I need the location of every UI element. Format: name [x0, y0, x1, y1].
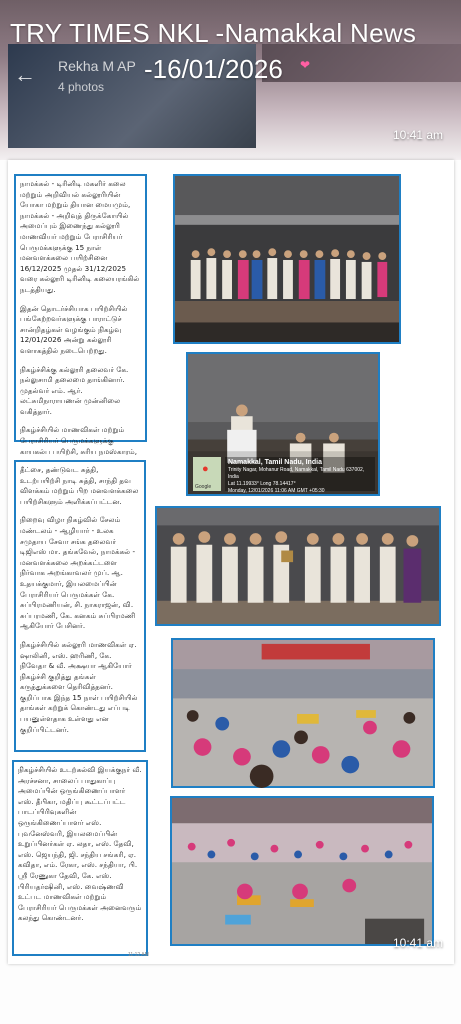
article-paragraph: இதன் தொடர்ச்சியாக பயிற்சியில் பங்கேற்றவர்களுக்கு பாராட்டுச் சான்றிதழ்கள் வழங்கும் நிகழ்வு 12/01/2026 அன்று கல்லூரி வளாகத்தில் நடைபெற்றது. — [20, 303, 128, 355]
geotag-overlay — [225, 457, 375, 494]
contact-name: Rekha M AP — [58, 58, 136, 74]
print-timestamp: 11:12 AM — [128, 952, 149, 958]
date-overlay: -16/01/2026 — [144, 54, 283, 84]
geotag-place: Namakkal, Tamil Nadu, India — [228, 459, 323, 466]
chat-header — [0, 0, 461, 160]
heart-sticker-icon: ❤ — [300, 58, 311, 72]
article-text-box-2 — [14, 460, 146, 752]
photo-students-rows — [170, 796, 434, 946]
map-thumbnail — [193, 457, 221, 491]
article-text-box-3 — [12, 760, 148, 956]
geotag-datetime: Monday, 12/01/2026 11:06 AM GMT +05:30 — [228, 488, 325, 494]
map-pin-icon: ● — [202, 463, 209, 475]
photo-count: 4 photos — [58, 80, 105, 94]
article-text-box-1 — [14, 174, 147, 456]
article-paragraph: நிறைவு விழா நிகழ்வில் சேலம் மண்டலம் - ஆழியார் - உலக சமுதாய சேவா சங்க தலைவர் டிஜிஎஸ் மா. தங்கவேல், நாமக்கல் - மனவளக்கலை அறக்கட்டளை நிர்வாக அறங்காவலர் முப். ஆ. உதயக்குமார், இயலமைப்பின் பேராசிரியர் பெருமக்கள் கே. சுப்பிரமணியன், சி. நாகராஜன், வி. சுப்பரமணி, கே. கனகம் சுப்பிரமணி ஆகியோர் பேசினர். — [20, 515, 136, 631]
news-title: TRY TIMES NKL -Namakkal News — [10, 18, 417, 48]
photo-dignitaries — [155, 506, 441, 626]
article-paragraph: தீட்சை, தண்டுவட சுத்தி, உடற்பயிற்சி நாடி சுத்தி, சாந்தி தவ விளக்கம் மற்றும் பிற மனவளக்கலை பயிற்சிகளும் அளிக்கப்பட்டன. — [20, 465, 139, 506]
photo-speaker-podium — [186, 352, 380, 496]
photo-stage-group — [173, 174, 401, 344]
back-arrow-icon[interactable]: ← — [14, 62, 36, 87]
geotag-coords: Lat 11.19933° Long 78.14417° — [228, 481, 296, 487]
article-paragraph: நாமக்கல் - டிரினிடி மகளிர் கலை மற்றும் அறிவியல் கல்லூரியின் யோகா மற்றும் தியான மையமும், நாமக்கல் - அறிவுத் திருக்கோயில் அமைப்பும் இணைந்து கல்லூரி மாணவியர் மற்றும் பேராசிரியர் பெருமக்களுக்கு 15 நாள் மனவளக்கலை பயிற்சினை 16/12/2025 முதல் 31/12/2025 வரை கல்லூரி டிரினிடி கலையரங்கில் நடத்தியது. — [20, 179, 140, 294]
map-label: Google — [195, 484, 212, 490]
article-paragraph: நிகழ்ச்சியில் கல்லூரி மாணவிகள் ஏ. ஷாலினி, எஸ். ஹரிணி, கே. நிவேதா & வீ. அக்ஷயா ஆகியோர் நிகழ்ச்சி குறித்து தங்கள் கருத்துக்களை தெரிவித்தனர். குறிப்பாக இந்த 15 நாள் பயிற்சியில் தாங்கள் கற்றுக் கொண்டது எப்படி பயனுள்ளதாக உள்ளது என குறிப்பிட்டனர். — [20, 639, 138, 734]
article-paragraph: நிகழ்ச்சியில் உடற்கல்வி இயக்குநர் வீ. அரச்சனா, சாலைப் பாதுகாப்பு அமைப்பின் ஒருங்கிணைப்பாளர் எஸ். தீபிகா, மதிப்பு கூட்டப்பட்ட பாடப்பிரிவுகளின் ஒருங்கிணைப்பாளர் எஸ். புவனேஸ்வரி, இயலமைப்பின் உறுப்பினர்கள் ஏ. லதா, எஸ். தேவி, எஸ். ஜெயந்தி, ஜி. சந்திய சங்கரி, ஏ. கவிதா, எம். ரேகா, எஸ். சந்தியா, பி. ஸ்ரீ ரேணுகா தேவி, கே. எஸ். பிரியதர்ஷினி, எஸ். வைஷ்ணவி உட்பட மாணவிகள் மற்றும் பேராசிரியர் பெருமக்கள் அனைவரும் கலந்து கொண்டனர். — [18, 765, 142, 923]
photo-meditation-hall — [171, 638, 435, 788]
news-clipping[interactable] — [8, 160, 454, 964]
photo-thumbnail-right[interactable] — [262, 44, 461, 82]
message-timestamp: 10:41 am — [393, 128, 444, 142]
message-timestamp-bottom: 10:41 am — [393, 936, 444, 950]
geotag-address: Trinity Nagar, Mohanur Road, Namakkal, Tamil Nadu 637002, India — [228, 467, 365, 480]
article-paragraph: நிகழ்ச்சியில் மாணவிகள் மற்றும் பேராசிரியர் பெருமக்களுக்கு காயகல்ப பயிற்சி, சுரிய நமஸ்காரம், — [20, 425, 138, 456]
article-paragraph: நிகழ்ச்சிக்கு கல்லூரி தலைவர் கே. நல்லுசாமி தலைமை தாங்கினார். முதல்வர் எம். ஆர். லட்சுமிநாராயணன் முன்னிலை வகித்தார். — [20, 364, 129, 416]
